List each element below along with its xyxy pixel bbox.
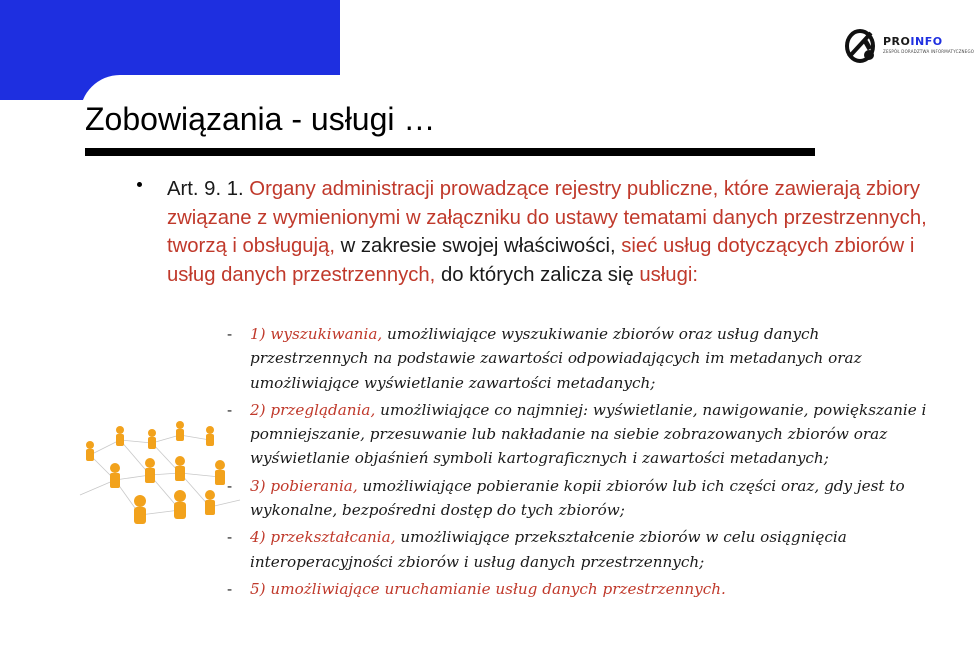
item-description: umożliwiające przekształcenie zbiorów w celu osiągnięcia interoperacyjności zbiorów i usług danych przestrzennych; (250, 528, 847, 571)
main-black-2: do których zalicza się (440, 263, 634, 286)
list-item (227, 322, 927, 395)
list-item (227, 474, 927, 523)
title-underline (85, 148, 815, 156)
logo-brand-text: PROINFO (883, 35, 943, 48)
list-item (227, 398, 927, 471)
item-dash: - (227, 579, 233, 598)
item-dash: - (227, 400, 233, 419)
main-red-1: Organy administracji prowadzące rejestry publiczne, które zawierają zbiory związane z wymienionymi w załączniku do ustawy tematami danych przestrzennych, tworzą i obsługują, (167, 178, 927, 257)
item-dash: - (227, 528, 233, 547)
services-list (227, 322, 927, 604)
main-paragraph (167, 175, 927, 289)
item-dash: - (227, 325, 233, 343)
main-red-3: usługi: (639, 263, 698, 286)
article-number: Art. 9. 1. (167, 178, 244, 200)
company-logo (843, 27, 974, 67)
item-description: umożliwiające wyszukiwanie zbiorów oraz usług danych przestrzennych na podstawie zawartości odpowiadających im metadanych oraz umożliwiające wyświetlanie zawartości metadanych; (250, 325, 862, 392)
item-description: umożliwiające pobieranie kopii zbiorów lub ich części oraz, gdy jest to wykonalne, bezpośredni dostęp do tych zbiorów; (250, 476, 905, 520)
item-red-label: 3) pobierania, (250, 476, 358, 495)
item-red-label: 2) przeglądania, (250, 400, 376, 419)
proinfo-logo-icon (843, 27, 881, 65)
main-red-2: sieć usług dotyczących zbiorów i usług danych przestrzennych, (167, 235, 915, 286)
item-dash: - (227, 476, 233, 495)
item-description: umożliwiające co najmniej: wyświetlanie, nawigowanie, powiększanie i pomniejszanie, przesuwanie lub nakładanie na siebie zobrazowanych zbiorów oraz wyświetlanie objaśnień symboli kartograficznych i zawartości metadanych; (250, 400, 927, 468)
logo-tagline: ZESPÓŁ DORADZTWA INFORMATYCZNEGO (883, 49, 974, 54)
people-network-icon (80, 415, 240, 525)
list-item (227, 577, 927, 601)
list-item (227, 525, 927, 574)
main-black-1: w zakresie swojej właściwości, (340, 235, 616, 257)
item-red-label: 1) wyszukiwania, (250, 325, 383, 343)
item-red-label: 5) umożliwiające uruchamianie usług danych przestrzennych. (250, 579, 726, 598)
slide-title: Zobowiązania - usługi … (85, 101, 436, 137)
item-red-label: 4) przekształcania, (250, 528, 396, 547)
bullet-dot (137, 182, 142, 187)
